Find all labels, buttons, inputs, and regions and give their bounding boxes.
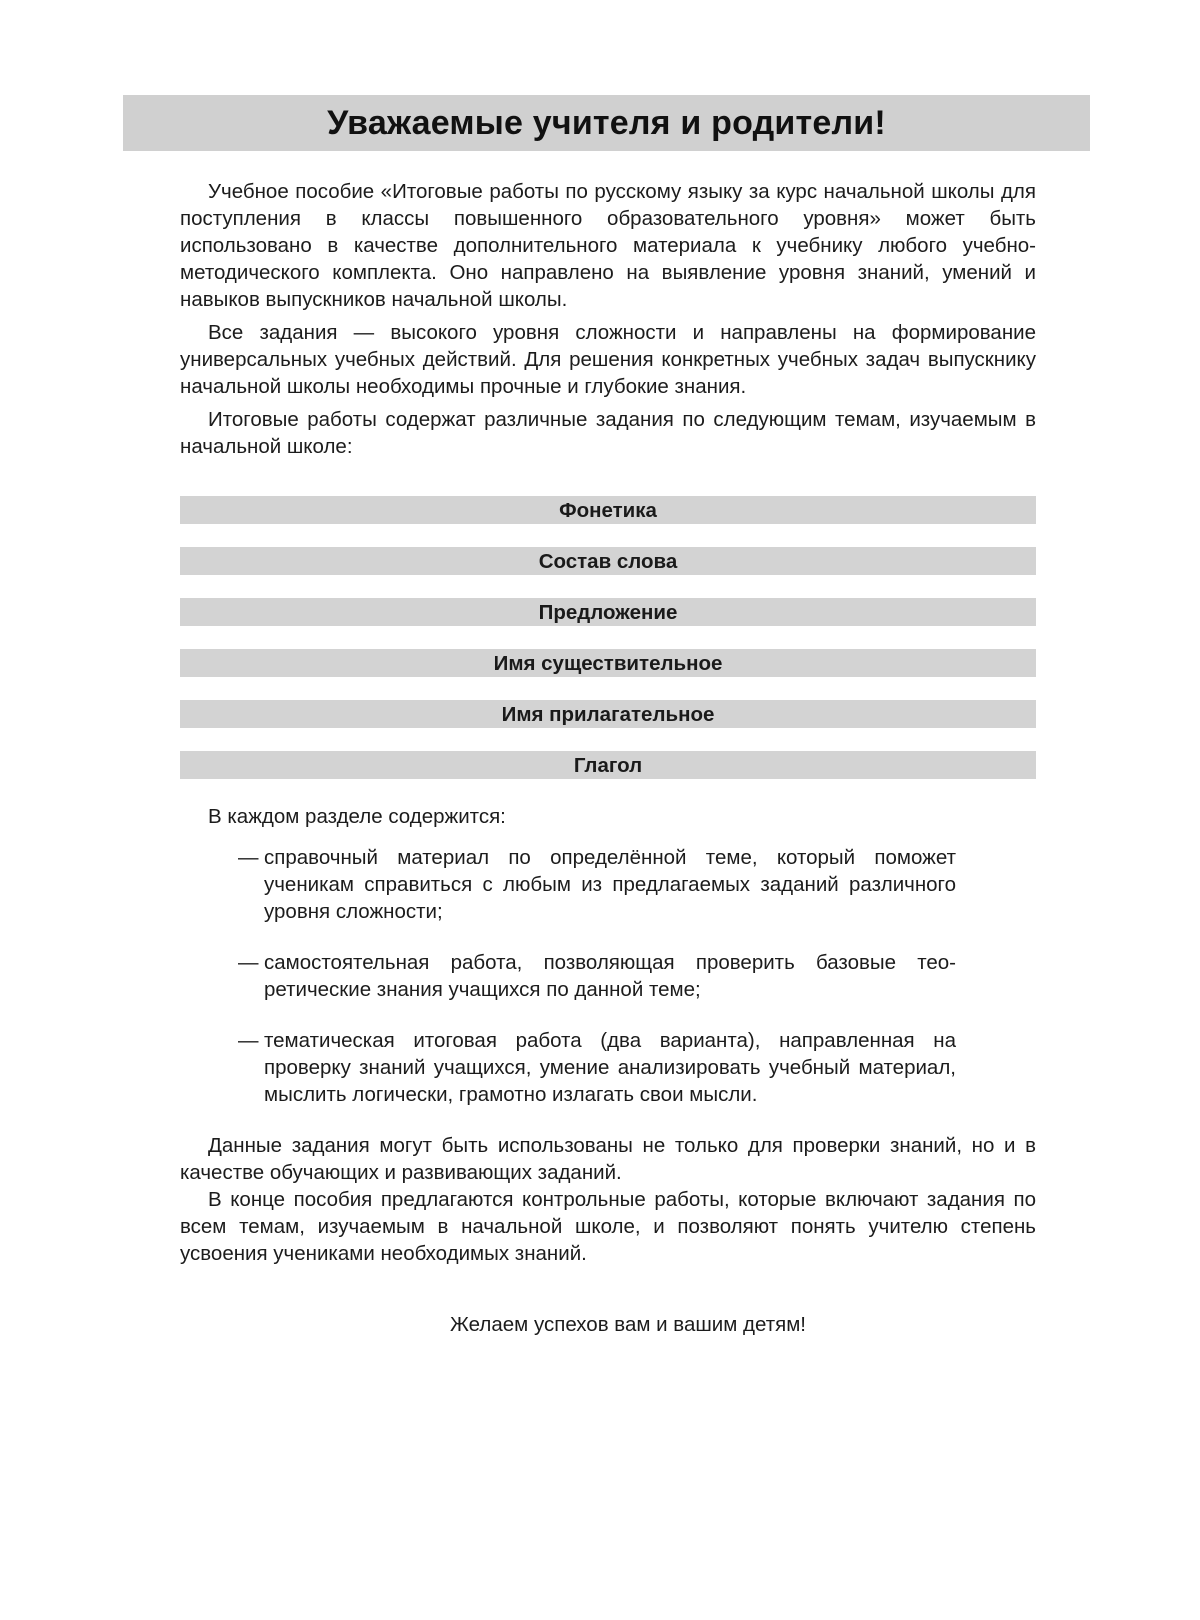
- list-item-text: самостоятельная работа, позволяющая проверить базовые теоретические знания учащихся по данной теме;: [264, 951, 956, 1001]
- document-body: [180, 178, 1036, 1359]
- title-banner: [123, 95, 1090, 151]
- outro-paragraph-2: В конце пособия предлагаются контрольные работы, которые включают задания по всем темам, изучаемым в начальной школе, и позволяют понять учителю степень усвоения учениками необходимых знаний.: [180, 1188, 1036, 1265]
- list-item-text: справочный материал по определённой теме, который поможет ученикам справиться с любым из предлагаемых заданий различного уровня сложности;: [264, 846, 956, 923]
- topic-word-structure: Состав слова: [180, 547, 1036, 575]
- dash-marker: —: [238, 846, 259, 869]
- topic-noun: Имя существительное: [180, 649, 1036, 677]
- topic-phonetics: Фонетика: [180, 496, 1036, 524]
- list-item: [238, 1027, 956, 1108]
- closing-wish: Желаем успехов вам и вашим детям!: [450, 1313, 806, 1336]
- section-intro: В каждом разделе содержится:: [208, 805, 506, 828]
- outro-paragraph-1: Данные задания могут быть использованы не только для проверки знаний, но и в качестве обучающих и развивающих заданий.: [180, 1134, 1036, 1184]
- topic-adjective: Имя прилагательное: [180, 700, 1036, 728]
- section-contents-list: [180, 844, 1036, 1108]
- topic-sentence: Предложение: [180, 598, 1036, 626]
- dash-marker: —: [238, 951, 259, 974]
- intro-paragraph-2: Все задания — высокого уровня сложности и направлены на формирование универсальных учебных действий. Для решения конкретных учебных задач выпускнику начальной школы необходимы прочные и глубокие знания.: [180, 321, 1036, 398]
- list-item-text: тематическая итоговая работа (два варианта), направленная на проверку знаний учащихся, умение анализировать учебный материал, мыслить логически, грамотно излагать свои мысли.: [264, 1029, 956, 1106]
- intro-paragraph-1: Учебное пособие «Итоговые работы по русскому языку за курс начальной школы для поступления в классы повышенного образовательного уровня» может быть использовано в качестве дополнительного материала к учебнику любого учебно-методического комплекта. Оно направлено на выявление уровня знаний, умений и навыков выпускников начальной школы.: [180, 180, 1036, 311]
- page-title: Уважаемые учителя и родители!: [327, 103, 886, 142]
- list-item: [238, 949, 956, 1003]
- topic-verb: Глагол: [180, 751, 1036, 779]
- intro-paragraph-3: Итоговые работы содержат различные задания по следующим темам, изучаемым в начальной школе:: [180, 408, 1036, 458]
- topics-list: [180, 496, 1036, 779]
- list-item: [238, 844, 956, 925]
- dash-marker: —: [238, 1029, 259, 1052]
